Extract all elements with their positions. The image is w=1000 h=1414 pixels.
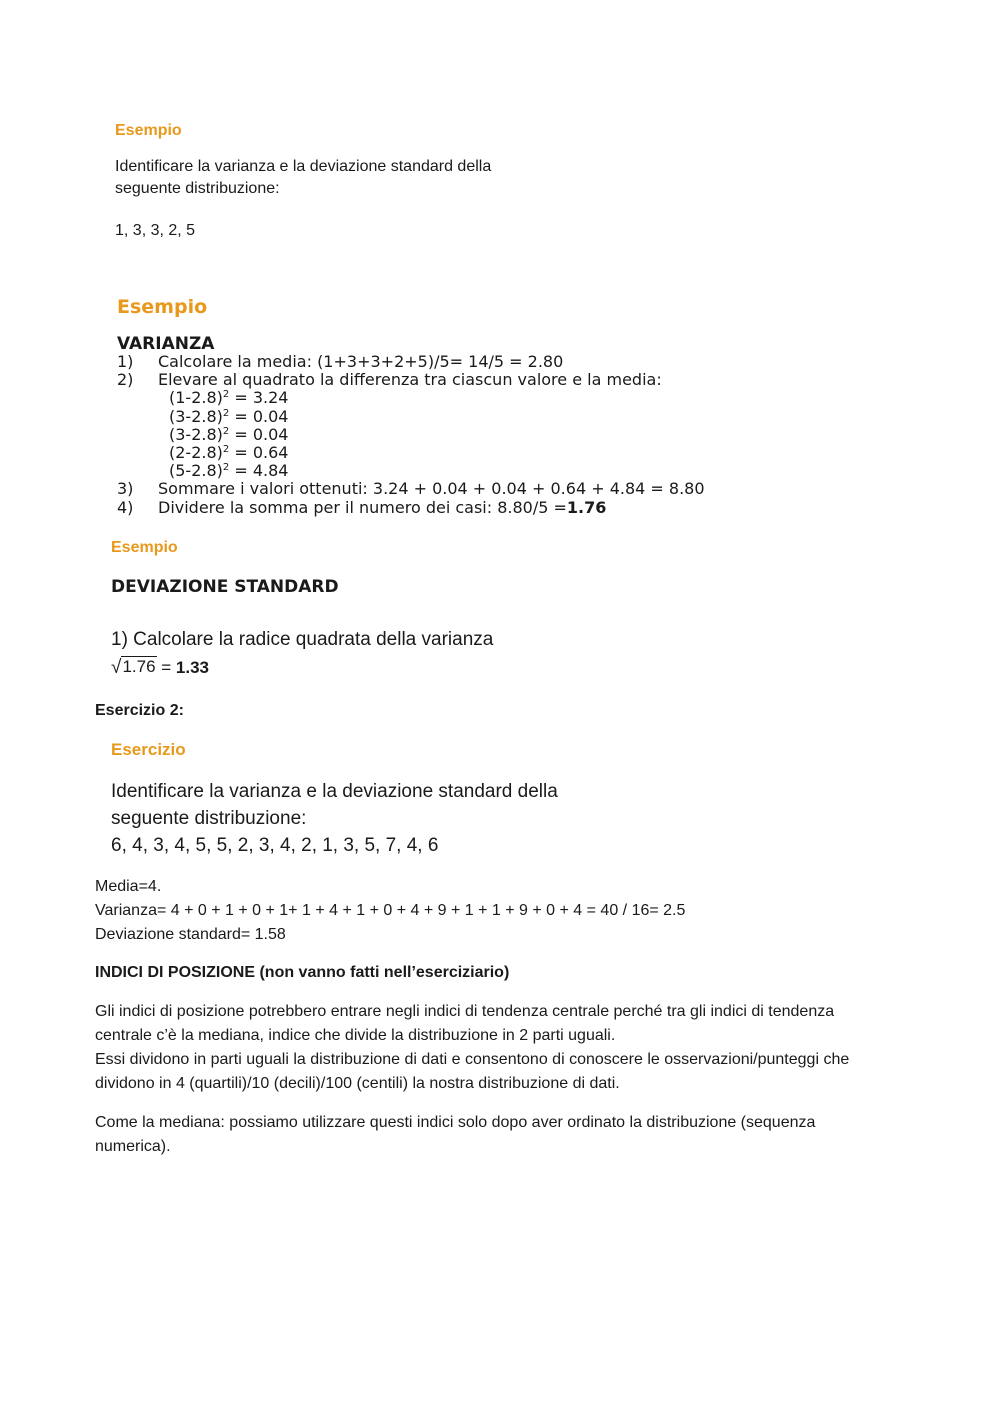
- varianza-result: 1.76: [566, 497, 607, 517]
- varianza-step-3: 3) Sommare i valori ottenuti: 3.24 + 0.04 + 0.04 + 0.64 + 4.84 = 8.80: [117, 479, 705, 499]
- results-block: [95, 875, 685, 947]
- deviazione-esempio-label: Esempio: [111, 539, 178, 556]
- square-row: $(3-2.8)^2 = 0.04$: [169, 424, 289, 444]
- deviazione-step: 1) Calcolare la radice quadrata della varianza: [111, 629, 494, 650]
- varianza-step-4: 4) Dividere la somma per il numero dei casi: 8.80/5 =1.76: [117, 497, 607, 517]
- varianza-steps: [117, 353, 705, 517]
- esercizio-label: Esercizio: [111, 740, 186, 759]
- square-row: $(5-2.8)^2 = 4.84$: [169, 461, 289, 481]
- deviazione-heading: DEVIAZIONE STANDARD: [111, 577, 339, 597]
- media-result: Media=4.: [95, 878, 162, 895]
- esempio-text-1: [115, 156, 491, 200]
- square-row: $(2-2.8)^2 = 0.64$: [169, 443, 289, 463]
- square-row: $(1-2.8)^2 = 3.24$: [169, 388, 289, 408]
- sqrt-radicand: 1.76: [122, 657, 156, 676]
- varianza-esempio-label: Esempio: [117, 296, 208, 318]
- indici-paragraph-1: Gli indici di posizione potrebbero entrare negli indici di tendenza centrale perché tra gli indici di tendenza centrale c’è la mediana, indice che divide la distribuzione in 2 parti uguali. Essi dividono in parti uguali la distribuzione di dati e consentono di conoscere le osservazioni/punteggi che dividono in 4 (quartili)/10 (decili)/100 (centili) la nostra distribuzione di dati.: [95, 1003, 850, 1092]
- esercizio-text-line-1: Identificare la varianza e la deviazione standard della: [111, 781, 558, 802]
- sqrt-expression: √ 1.76 = 1.33: [111, 657, 209, 678]
- esercizio-text-line-2: seguente distribuzione:: [111, 808, 307, 829]
- varianza-step-1: 1) Calcolare la media: (1+3+3+2+5)/5= 14/5 = 2.80: [117, 352, 564, 371]
- esercizio-2-title: Esercizio 2:: [95, 702, 184, 719]
- esercizio-text: [111, 778, 558, 859]
- esempio-text-line-1: Identificare la varianza e la deviazione standard della: [115, 158, 492, 175]
- esempio-values-1: 1, 3, 3, 2, 5: [115, 222, 196, 239]
- esempio-label-1: Esempio: [115, 122, 182, 139]
- varianza-step-2: 2) Elevare al quadrato la differenza tra ciascun valore e la media:: [117, 370, 662, 390]
- deviazione-calc: Deviazione standard= 1.58: [95, 926, 286, 943]
- deviazione-result: 1.33: [175, 658, 209, 677]
- varianza-heading: VARIANZA: [117, 334, 215, 354]
- square-row: $(3-2.8)^2 = 0.04$: [169, 406, 289, 426]
- indici-heading: INDICI DI POSIZIONE (non vanno fatti nell’eserciziario): [95, 964, 510, 981]
- indici-paragraph-2: Come la mediana: possiamo utilizzare questi indici solo dopo aver ordinato la distribuzione (sequenza numerica).: [95, 1114, 816, 1155]
- sqrt-symbol: √ 1.76: [111, 657, 156, 678]
- varianza-calc: Varianza= 4 + 0 + 1 + 0 + 1+ 1 + 4 + 1 + 0 + 4 + 9 + 1 + 1 + 9 + 0 + 4 = 40 / 16= 2.5: [95, 902, 686, 919]
- esempio-text-line-2: seguente distribuzione:: [115, 180, 280, 197]
- esercizio-values: 6, 4, 3, 4, 5, 5, 2, 3, 4, 2, 1, 3, 5, 7, 4, 6: [111, 835, 439, 856]
